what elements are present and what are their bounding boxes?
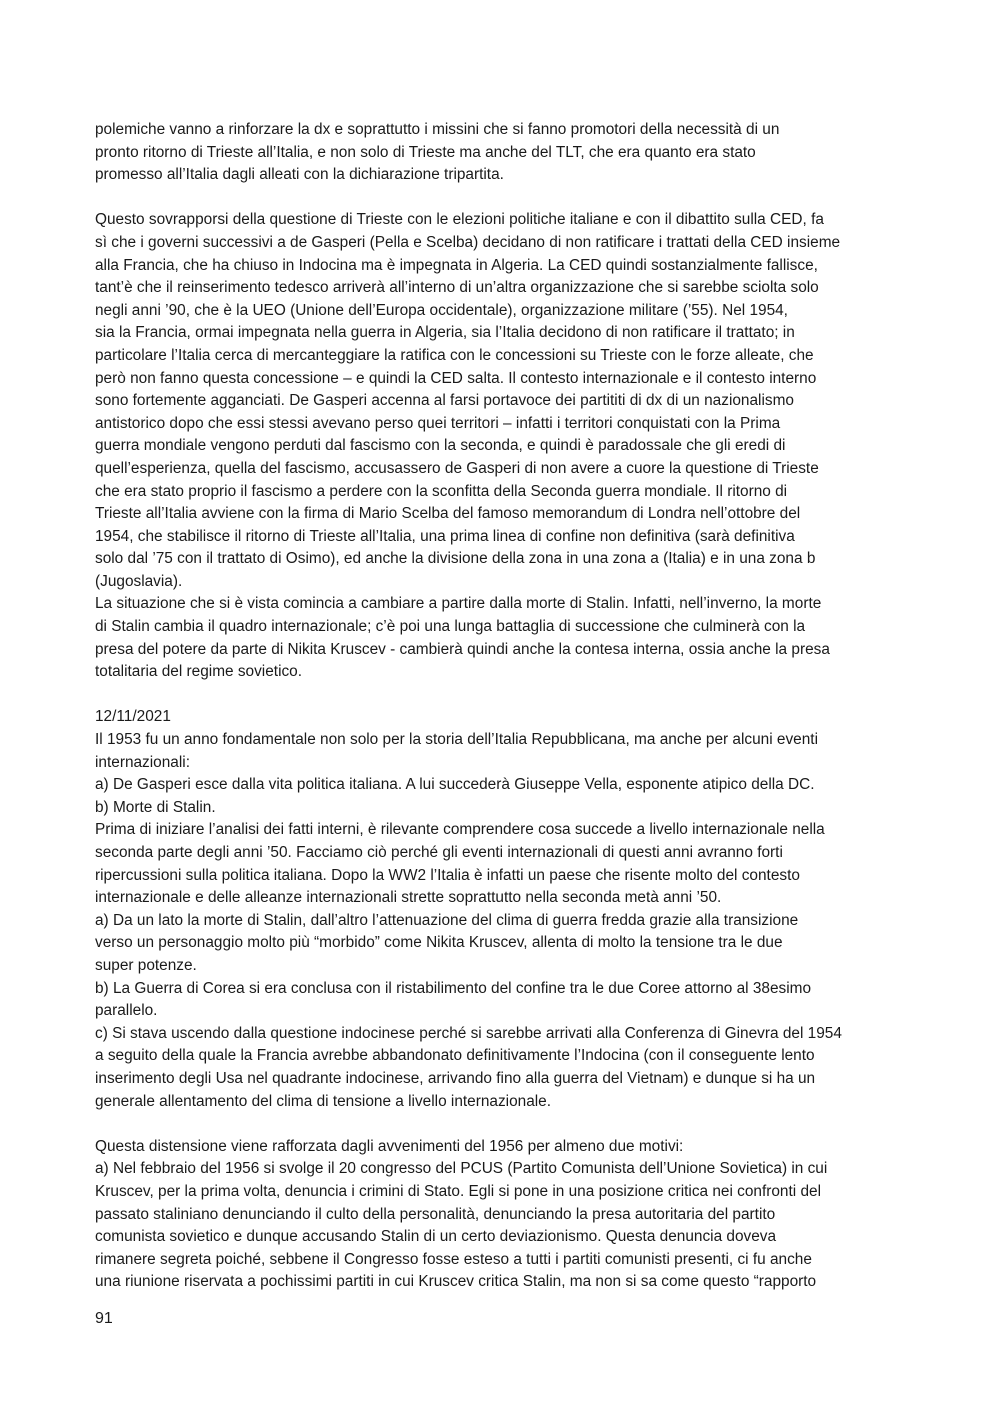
paragraph-trieste-polemics: polemiche vanno a rinforzare la dx e soprattutto i missini che si fanno promotori della necessità di un pronto ritorno di Trieste all’Italia, e non solo di Trieste ma anche del TLT, che era quanto era stato promesso all’Italia dagli alleati con la dichiarazione tripartita. bbox=[95, 121, 780, 184]
page-number: 91 bbox=[95, 1310, 113, 1327]
paragraph-1956-detente: Questa distensione viene rafforzata dagli avvenimenti del 1956 per almeno due motivi: a) Nel febbraio del 1956 si svolge il 20 congresso del PCUS (Partito Comunista dell’Unione Sovietica) in cui Kruscev, per la prima volta, denuncia i crimini di Stato. Egli si pone in una posizione critica nei confronti del passato staliniano denunciando il culto della personalità, denunciando la presa autoritaria del partito comunista sovietico e dunque accusando Stalin di un certo deviazionismo. Questa denuncia doveva rimanere segreta poiché, sebbene il Congresso fosse esteso a tutti i partiti comunisti presenti, ci fu anche una riunione riservata a pochissimi partiti in cui Kruscev critica Stalin, ma non si sa come questo “rapporto bbox=[95, 1137, 828, 1291]
paragraph-1953-events: 12/11/2021 Il 1953 fu un anno fondamentale non solo per la storia dell’Italia Repubblicana, ma anche per alcuni eventi internazionali: a) De Gasperi esce dalla vita politica italiana. A lui succederà Giuseppe Vella, esponente atipico della DC. b) Morte di Stalin. Prima di iniziare l’analisi dei fatti interni, è rilevante comprendere cosa succede a livello internazionale nella seconda parte degli anni ’50. Facciamo ciò perché gli eventi internazionali di questi anni avranno forti ripercussioni sulla politica italiana. Dopo la WW2 l’Italia è infatti un paese che risente molto del contesto internazionale e delle alleanze internazionali strette soprattutto nella seconda metà anni ’50. a) Da un lato la morte di Stalin, dall’altro l’attenuazione del clima di guerra fredda grazie alla transizione verso un personaggio molto più “morbido” come Nikita Kruscev, allenta di molto la tensione tra le due super potenze. b) La Guerra di Corea si era conclusa con il ristabilimento del confine tra le due Coree attorno al 38esimo parallelo. c) Si stava uscendo dalla questione indocinese perché si sarebbe arrivati alla Conferenza di Ginevra del 1954 a seguito della quale la Francia avrebbe abbandonato definitivamente l’Indocina (con il conseguente lento inserimento degli Usa nel quadrante indocinese, arrivando fino alla guerra del Vietnam) e dunque si ha un generale allentamento del clima di tensione a livello internazionale. bbox=[95, 708, 842, 1110]
paragraph-gap bbox=[95, 1113, 915, 1136]
paragraph-gap bbox=[95, 187, 915, 210]
paragraph-ced-trieste: Questo sovrapporsi della questione di Trieste con le elezioni politiche italiane e con il dibattito sulla CED, fa sì che i governi successivi a de Gasperi (Pella e Scelba) decidano di non ratificare i trattati della CED insieme alla Francia, che ha chiuso in Indocina ma è impegnata in Algeria. La CED quindi sostanzialmente fallisce, tant’è che il reinserimento tedesco arriverà all’interno di un’altra organizzazione che si sarebbe sciolta solo negli anni ’90, che è la UEO (Unione dell’Europa occidentale), organizzazione militare (’55). Nel 1954, sia la Francia, ormai impegnata nella guerra in Algeria, sia l’Italia decidono di non ratificare il trattato; in particolare l’Italia cerca di mercanteggiare la ratifica con le concessioni su Trieste con le forze alleate, che però non fanno questa concessione – e quindi la CED salta. Il contesto internazionale e il contesto interno sono fortemente agganciati. De Gasperi accenna al farsi portavoce dei partititi di dx di un nazionalismo antistorico dopo che essi stessi avevano perso quei territori – infatti i territori conquistati con la Prima guerra mondiale vengono perduti dal fascismo con la seconda, e quindi è paradossale che gli eredi di quell’esperienza, quella del fascismo, accusassero de Gasperi di non avere a cuore la questione di Trieste che era stato proprio il fascismo a perdere con la sconfitta della Seconda guerra mondiale. Il ritorno di Trieste all’Italia avviene con la firma di Mario Scelba del famoso memorandum di Londra nell’ottobre del 1954, che stabilisce il ritorno di Trieste all’Italia, una prima linea di confine non definitiva (sarà definitiva solo dal ’75 con il trattato di Osimo), ed anche la divisione della zona in una zona a (Italia) e in una zona b (Jugoslavia). La situazione che si è vista comincia a cambiare a partire dalla morte di Stalin. Infatti, nell’inverno, la morte di Stalin cambia il quadro internazionale; c’è poi una lunga battaglia di successione che culminerà con la presa del potere da parte di Nikita Kruscev - cambierà quindi anche la contesa interna, ossia anche la presa totalitaria del regime sovietico. bbox=[95, 211, 841, 681]
paragraph-gap bbox=[95, 684, 915, 707]
document-body bbox=[95, 119, 915, 1294]
